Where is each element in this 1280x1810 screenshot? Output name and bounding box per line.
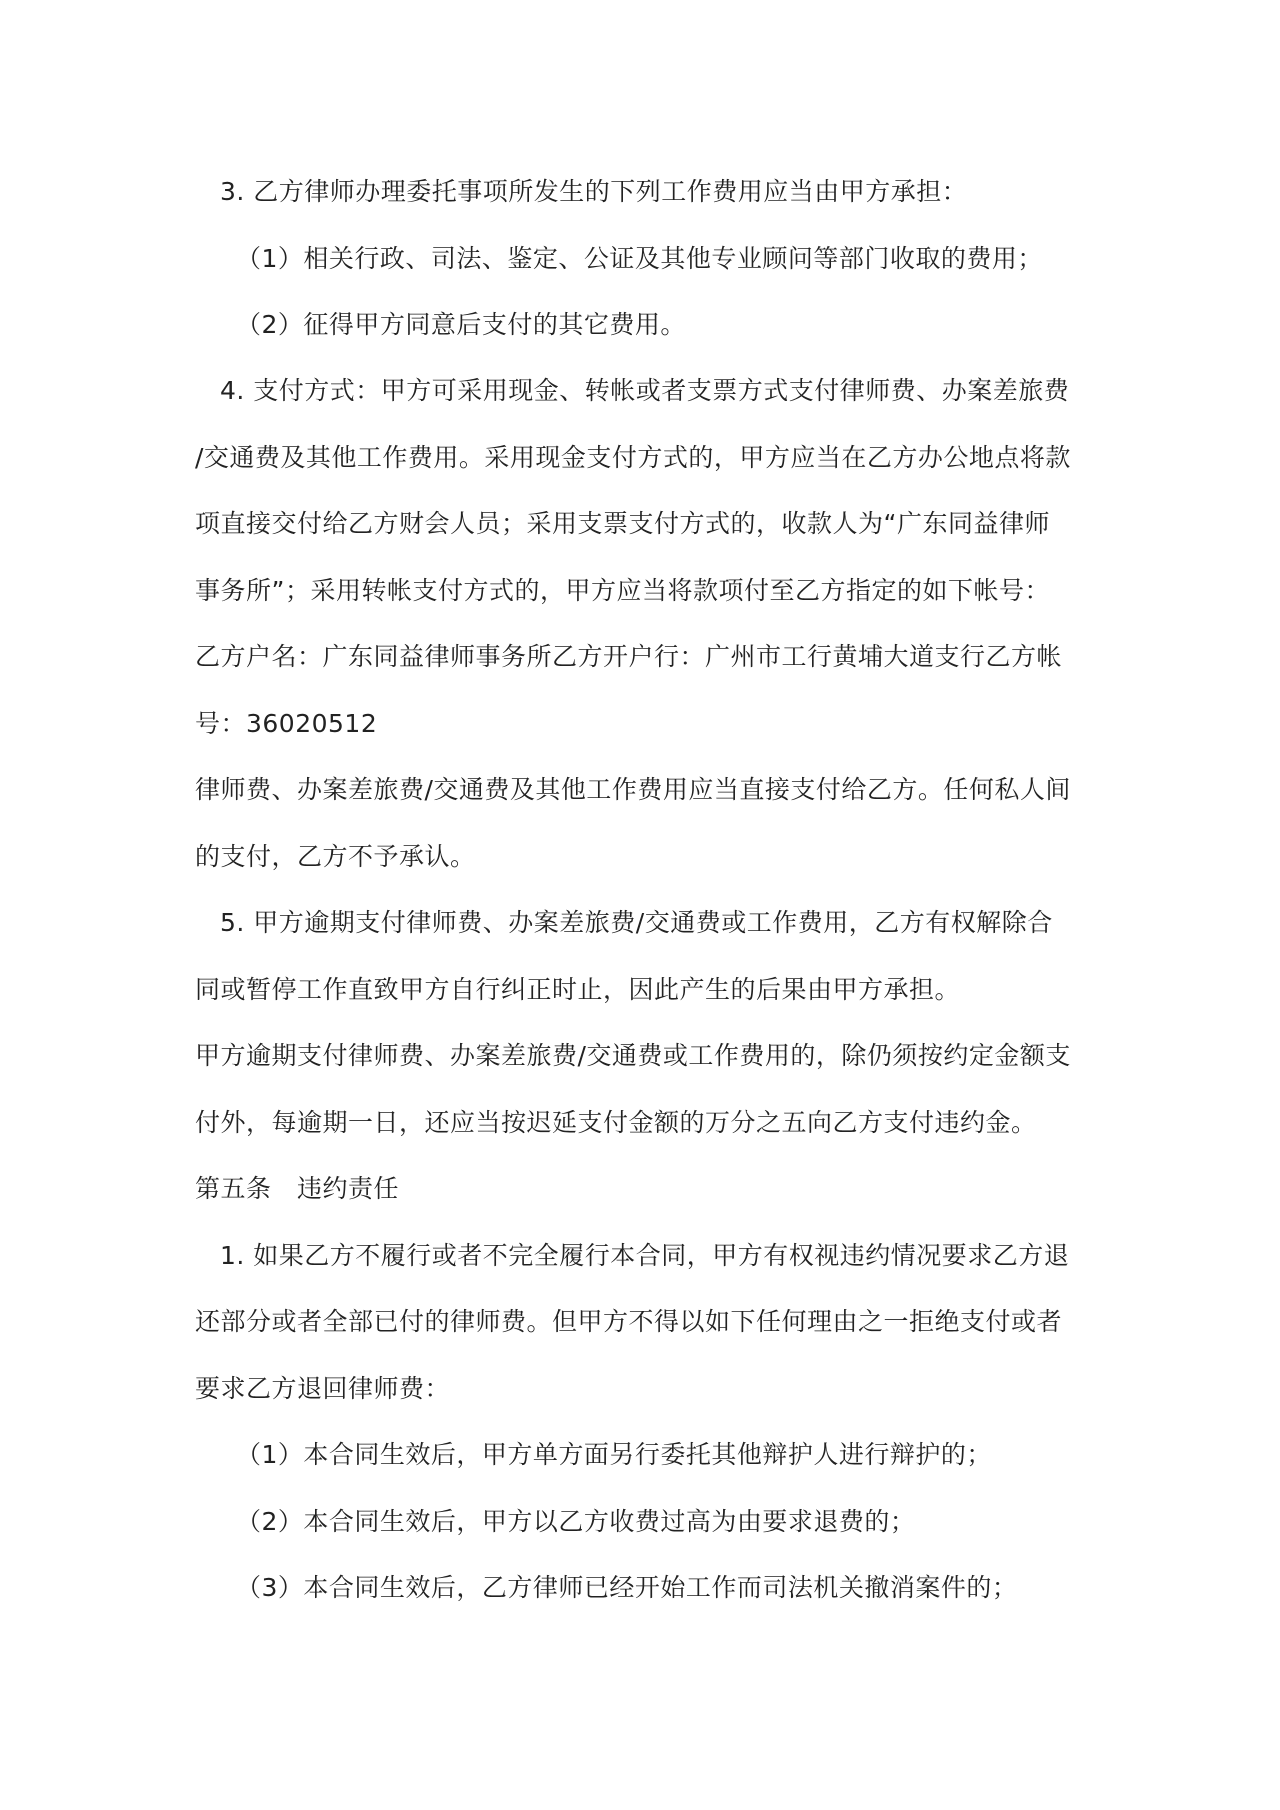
article-5-heading: 第五条 违约责任 bbox=[195, 1174, 400, 1203]
late-fee-line-1: 甲方逾期支付律师费、办案差旅费/交通费或工作费用的，除仍须按约定金额支 bbox=[195, 1041, 1071, 1070]
late-fee-line-2: 付外，每逾期一日，还应当按迟延支付金额的万分之五向乙方支付违约金。 bbox=[195, 1108, 1037, 1137]
payment-note-line-2: 的支付，乙方不予承认。 bbox=[195, 842, 476, 871]
clause-3-item-2: （2）征得甲方同意后支付的其它费用。 bbox=[236, 310, 686, 339]
payment-note-line-1: 律师费、办案差旅费/交通费及其他工作费用应当直接支付给乙方。任何私人间 bbox=[195, 775, 1071, 804]
breach-clause-1-line-3: 要求乙方退回律师费： bbox=[195, 1374, 451, 1403]
breach-item-3: （3）本合同生效后，乙方律师已经开始工作而司法机关撤消案件的； bbox=[236, 1573, 1018, 1602]
clause-3-item-1: （1）相关行政、司法、鉴定、公证及其他专业顾问等部门收取的费用； bbox=[236, 244, 1043, 273]
clause-4-line-4: 事务所”；采用转帐支付方式的，甲方应当将款项付至乙方指定的如下帐号： bbox=[195, 576, 1050, 605]
clause-4-line-1: 4. 支付方式：甲方可采用现金、转帐或者支票方式支付律师费、办案差旅费 bbox=[220, 376, 1070, 405]
clause-4-line-2: /交通费及其他工作费用。采用现金支付方式的，甲方应当在乙方办公地点将款 bbox=[195, 443, 1071, 472]
breach-item-1: （1）本合同生效后，甲方单方面另行委托其他辩护人进行辩护的； bbox=[236, 1440, 992, 1469]
clause-4-line-3: 项直接交付给乙方财会人员；采用支票支付方式的，收款人为“广东同益律师 bbox=[195, 509, 1050, 538]
breach-clause-1-line-2: 还部分或者全部已付的律师费。但甲方不得以如下任何理由之一拒绝支付或者 bbox=[195, 1307, 1063, 1336]
breach-item-2: （2）本合同生效后，甲方以乙方收费过高为由要求退费的； bbox=[236, 1507, 916, 1536]
clause-5-line-1: 5. 甲方逾期支付律师费、办案差旅费/交通费或工作费用，乙方有权解除合 bbox=[220, 908, 1053, 937]
breach-clause-1-line-1: 1. 如果乙方不履行或者不完全履行本合同，甲方有权视违约情况要求乙方退 bbox=[220, 1241, 1070, 1270]
clause-3-heading: 3. 乙方律师办理委托事项所发生的下列工作费用应当由甲方承担： bbox=[220, 177, 968, 206]
clause-4-line-6: 号：36020512 bbox=[195, 709, 378, 738]
clause-4-line-5: 乙方户名：广东同益律师事务所乙方开户行：广州市工行黄埔大道支行乙方帐 bbox=[195, 642, 1063, 671]
clause-5-line-2: 同或暂停工作直致甲方自行纠正时止，因此产生的后果由甲方承担。 bbox=[195, 975, 961, 1004]
